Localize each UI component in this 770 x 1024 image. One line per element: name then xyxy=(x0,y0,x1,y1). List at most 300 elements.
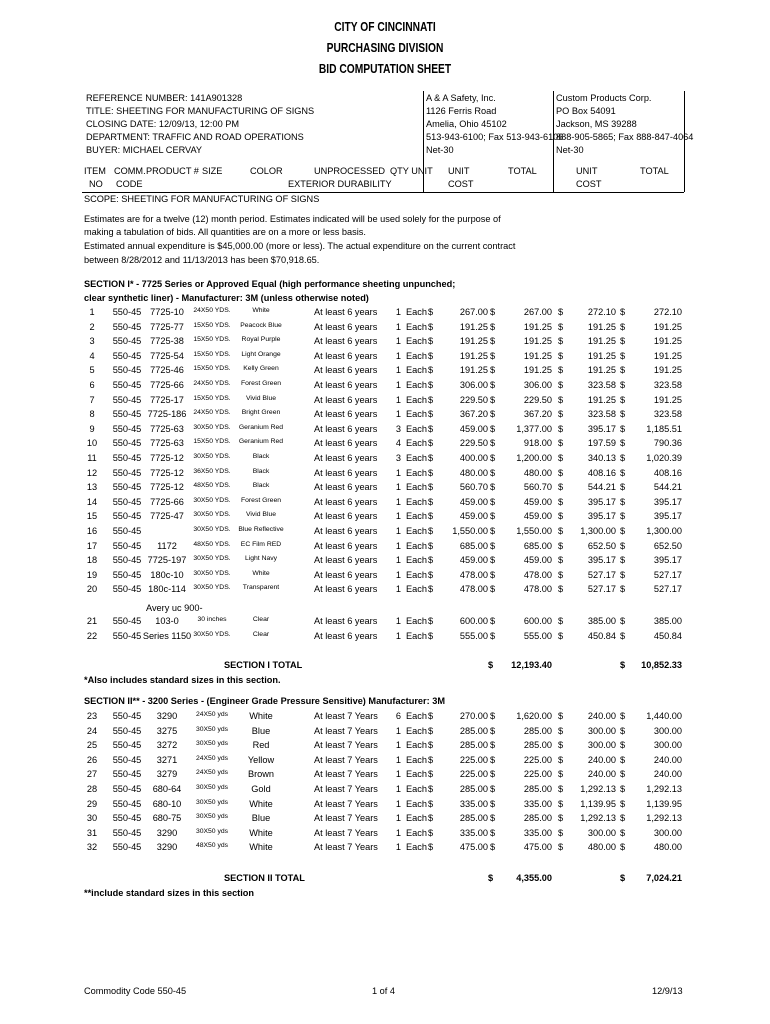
durability: At least 6 years xyxy=(314,569,378,580)
quantity: 4 xyxy=(395,438,401,449)
dollar-sign: $ xyxy=(428,350,434,361)
dollar-sign: $ xyxy=(428,616,434,626)
vendor1-unit-cost: 475.00 xyxy=(459,842,488,853)
dollar-sign: $ xyxy=(558,453,564,463)
item-number: 22 xyxy=(86,631,98,641)
buyer: BUYER: MICHAEL CERVAY xyxy=(86,145,203,155)
col-unit1: UNIT xyxy=(448,166,470,176)
unit: Each xyxy=(406,453,427,463)
table-row xyxy=(0,631,770,645)
table-row xyxy=(0,395,770,409)
table-row xyxy=(0,526,770,540)
size: 30X50 yds xyxy=(195,740,229,748)
commodity-code: 550-45 xyxy=(112,307,142,317)
item-number: 24 xyxy=(86,725,98,736)
vendor2-unit-cost: 323.58 xyxy=(587,409,616,420)
commodity-code: 550-45 xyxy=(112,336,142,347)
vendor1-total: 267.00 xyxy=(523,307,552,317)
item-number: 11 xyxy=(87,453,97,463)
vendor2-unit-cost: 652.50 xyxy=(587,540,616,551)
vendor1-unit-cost: 459.00 xyxy=(459,496,488,507)
item-number: 23 xyxy=(86,711,98,721)
vendor1-total: 285.00 xyxy=(523,784,552,794)
color: Vivid Blue xyxy=(245,511,277,519)
durability: At least 6 years xyxy=(314,631,378,641)
color: Black xyxy=(252,453,270,460)
table-row xyxy=(0,726,770,740)
commodity-code: 550-45 xyxy=(112,813,142,824)
quantity: 1 xyxy=(395,482,401,493)
table-row xyxy=(0,799,770,813)
durability: At least 7 Years xyxy=(314,711,378,721)
vendor1-unit-cost: 459.00 xyxy=(459,423,488,434)
col-total1: TOTAL xyxy=(508,166,537,176)
table-row xyxy=(0,842,770,856)
commodity-code: 550-45 xyxy=(112,380,142,390)
vendor2-total: 652.50 xyxy=(653,540,682,551)
dollar-sign: $ xyxy=(558,827,564,838)
dollar-sign: $ xyxy=(490,321,496,332)
size: 15X50 YDS. xyxy=(193,394,231,402)
vendor2-unit-cost: 300.00 xyxy=(587,827,616,838)
dollar-sign: $ xyxy=(558,711,564,721)
commodity-code: 550-45 xyxy=(112,438,142,449)
col-item: ITEM xyxy=(84,166,106,176)
dollar-sign: $ xyxy=(620,616,626,626)
color: White xyxy=(249,827,273,838)
vendor2-total: 395.17 xyxy=(653,511,682,522)
dollar-sign: $ xyxy=(428,409,434,420)
dollar-sign: $ xyxy=(558,584,564,595)
durability: At least 7 Years xyxy=(314,740,378,751)
durability: At least 6 years xyxy=(314,526,378,536)
commodity-code: 550-45 xyxy=(112,350,142,361)
item-number: 32 xyxy=(86,842,98,853)
product-number: 180c-114 xyxy=(148,584,186,595)
size: 24X50 YDS. xyxy=(193,307,231,314)
size: 15X50 YDS. xyxy=(193,438,231,446)
table-row xyxy=(0,336,770,350)
dollar-sign: $ xyxy=(428,423,434,434)
commodity-code: 550-45 xyxy=(112,555,142,566)
section1-total2-dollar: $ xyxy=(620,660,626,670)
vendor2-unit-cost: 1,292.13 xyxy=(580,784,616,794)
vendor1-unit-cost: 459.00 xyxy=(459,511,488,522)
durability: At least 6 years xyxy=(314,438,378,449)
section1-heading-line1: SECTION I* - 7725 Series or Approved Equal (high performance sheeting unpunched; xyxy=(84,279,456,289)
vendor2-total: 395.17 xyxy=(653,496,682,507)
commodity-code: 550-45 xyxy=(112,631,142,641)
dollar-sign: $ xyxy=(558,616,564,626)
item-number: 29 xyxy=(86,798,98,809)
product-number: 7725-63 xyxy=(150,423,184,434)
item-number: 21 xyxy=(86,616,98,626)
size: 30X50 YDS. xyxy=(193,423,231,431)
section1-heading-line2: clear synthetic liner) - Manufacturer: 3M (unless otherwise noted) xyxy=(84,293,369,303)
product-number: 180c-10 xyxy=(150,569,184,580)
commodity-code: 550-45 xyxy=(112,584,142,595)
color: Black xyxy=(252,482,270,490)
unit: Each xyxy=(406,569,427,580)
product-number: 7725-12 xyxy=(150,467,184,478)
dollar-sign: $ xyxy=(490,350,496,361)
vendor2-city: Jackson, MS 39288 xyxy=(556,119,637,129)
item-number: 6 xyxy=(89,380,95,390)
vendor2-total: 1,300.00 xyxy=(646,526,682,536)
table-row xyxy=(0,365,770,379)
size: 48X50 YDS. xyxy=(193,482,231,490)
dollar-sign: $ xyxy=(428,321,434,332)
color: Blue xyxy=(251,725,271,736)
vendor2-address: PO Box 54091 xyxy=(556,106,616,116)
city-title: CITY OF CINCINNATI xyxy=(334,20,436,34)
dollar-sign: $ xyxy=(428,842,434,853)
vendor2-unit-cost: 527.17 xyxy=(587,569,616,580)
item-number: 25 xyxy=(86,740,98,751)
color: Light Orange xyxy=(241,350,281,358)
dollar-sign: $ xyxy=(620,438,626,449)
col-comm: COMM. xyxy=(114,166,146,176)
vendor1-unit-cost: 480.00 xyxy=(459,467,488,478)
vendor1-total: 918.00 xyxy=(523,438,552,449)
item-number: 1 xyxy=(89,307,95,317)
dollar-sign: $ xyxy=(428,725,434,736)
note-3: Estimated annual expenditure is $45,000.00 (more or less). The actual expenditure on the current contract xyxy=(84,241,516,251)
vendor2-total: 1,185.51 xyxy=(646,423,682,434)
item-number: 18 xyxy=(86,555,98,566)
quantity: 1 xyxy=(395,555,401,566)
dollar-sign: $ xyxy=(428,511,434,522)
durability: At least 6 years xyxy=(314,350,378,361)
unit: Each xyxy=(406,438,427,449)
dollar-sign: $ xyxy=(620,511,626,522)
vendor1-total: 1,620.00 xyxy=(516,711,552,721)
dollar-sign: $ xyxy=(558,740,564,751)
quantity: 1 xyxy=(395,365,401,376)
dollar-sign: $ xyxy=(558,394,564,405)
vendor1-unit-cost: 560.70 xyxy=(459,482,488,493)
unit: Each xyxy=(406,784,427,794)
dollar-sign: $ xyxy=(558,496,564,507)
vendor1-total: 478.00 xyxy=(523,584,552,595)
item-number: 28 xyxy=(86,784,98,794)
size: 30X50 YDS. xyxy=(193,631,231,638)
dollar-sign: $ xyxy=(558,526,564,536)
quantity: 1 xyxy=(395,784,401,794)
vendor1-total: 685.00 xyxy=(523,540,552,551)
product-number: 7725-12 xyxy=(150,482,184,493)
item-number: 14 xyxy=(86,496,98,507)
section2-total2-dollar: $ xyxy=(620,873,626,883)
color: Forest Green xyxy=(240,380,282,387)
unit: Each xyxy=(406,496,427,507)
vendor1-unit-cost: 225.00 xyxy=(459,754,488,765)
color: White xyxy=(249,798,273,809)
dollar-sign: $ xyxy=(428,584,434,595)
size: 30X50 yds xyxy=(195,798,229,806)
quantity: 1 xyxy=(395,813,401,824)
commodity-code: 550-45 xyxy=(112,842,142,853)
size: 30X50 YDS. xyxy=(193,496,231,504)
dollar-sign: $ xyxy=(620,496,626,507)
dollar-sign: $ xyxy=(490,769,496,780)
durability: At least 7 Years xyxy=(314,754,378,765)
vendor1-total: 459.00 xyxy=(523,496,552,507)
vendor2-total: 395.17 xyxy=(653,555,682,566)
section1-footnote: *Also includes standard sizes in this section. xyxy=(84,675,281,685)
durability: At least 6 years xyxy=(314,321,378,332)
vendor2-total: 191.25 xyxy=(653,350,682,361)
color: Yellow xyxy=(247,754,275,765)
dollar-sign: $ xyxy=(490,569,496,580)
vendor2-unit-cost: 385.00 xyxy=(587,616,616,626)
unit: Each xyxy=(406,555,427,566)
table-row xyxy=(0,453,770,467)
quantity: 1 xyxy=(395,631,401,641)
commodity-code: 550-45 xyxy=(112,321,142,332)
item-number: 17 xyxy=(86,540,98,551)
durability: At least 7 Years xyxy=(314,813,378,824)
product-number: 3271 xyxy=(156,754,178,765)
unit: Each xyxy=(406,540,427,551)
dollar-sign: $ xyxy=(428,453,434,463)
vendor1-unit-cost: 600.00 xyxy=(459,616,488,626)
commodity-code: 550-45 xyxy=(112,798,142,809)
vendor2-unit-cost: 395.17 xyxy=(587,555,616,566)
table-row xyxy=(0,468,770,482)
dollar-sign: $ xyxy=(490,467,496,478)
unit: Each xyxy=(406,813,427,824)
vendor2-total: 480.00 xyxy=(653,842,682,853)
col-total2: TOTAL xyxy=(640,166,669,176)
commodity-code: 550-45 xyxy=(112,769,142,780)
item-number: 31 xyxy=(86,827,98,838)
dollar-sign: $ xyxy=(428,467,434,478)
section1-total2: 10,852.33 xyxy=(641,660,682,670)
section2-footnote: **include standard sizes in this section xyxy=(84,888,255,898)
col-unprocessed: UNPROCESSED xyxy=(314,166,385,176)
durability: At least 6 years xyxy=(314,482,378,493)
unit: Each xyxy=(406,423,427,434)
item-number: 27 xyxy=(86,769,98,780)
dollar-sign: $ xyxy=(620,453,626,463)
col-product: PRODUCT # xyxy=(146,166,199,176)
unit: Each xyxy=(406,394,427,405)
vendor1-total: 191.25 xyxy=(523,321,552,332)
dollar-sign: $ xyxy=(490,784,496,794)
dollar-sign: $ xyxy=(620,740,626,751)
vendor2-total: 323.58 xyxy=(653,380,682,390)
vendor1-total: 1,377.00 xyxy=(516,423,552,434)
vendor2-total: 527.17 xyxy=(653,569,682,580)
durability: At least 6 years xyxy=(314,467,378,478)
durability: At least 6 years xyxy=(314,307,378,317)
commodity-code: 550-45 xyxy=(112,569,142,580)
size: 15X50 YDS. xyxy=(193,336,231,344)
vendor2-total: 323.58 xyxy=(653,409,682,420)
color: Black xyxy=(252,467,270,475)
vendor1-unit-cost: 267.00 xyxy=(459,307,488,317)
size: 30X50 YDS. xyxy=(193,569,231,577)
dollar-sign: $ xyxy=(490,511,496,522)
vendor2-total: 544.21 xyxy=(653,482,682,493)
item-number: 13 xyxy=(86,482,98,493)
item-number: 30 xyxy=(86,813,98,824)
vendor2-unit-cost: 240.00 xyxy=(587,769,616,780)
vendor2-unit-cost: 450.84 xyxy=(587,631,616,641)
durability: At least 6 years xyxy=(314,540,378,551)
quantity: 1 xyxy=(395,321,401,332)
vendor2-total: 450.84 xyxy=(653,631,682,641)
dollar-sign: $ xyxy=(620,813,626,824)
reference-number: REFERENCE NUMBER: 141A901328 xyxy=(86,93,243,103)
vendor1-unit-cost: 306.00 xyxy=(459,380,488,390)
vendor2-unit-cost: 191.25 xyxy=(587,394,616,405)
vendor1-total: 1,200.00 xyxy=(516,453,552,463)
col-durability: EXTERIOR DURABILITY xyxy=(288,179,392,189)
vendor1-total: 480.00 xyxy=(523,467,552,478)
product-number: 3279 xyxy=(156,769,178,780)
product-number: 103-0 xyxy=(155,616,179,626)
col-qty-unit: QTY UNIT xyxy=(390,166,433,176)
dollar-sign: $ xyxy=(490,631,496,641)
dollar-sign: $ xyxy=(620,423,626,434)
vendor1-total: 335.00 xyxy=(523,827,552,838)
size: 15X50 YDS. xyxy=(193,350,231,358)
dollar-sign: $ xyxy=(490,380,496,390)
dollar-sign: $ xyxy=(490,409,496,420)
vendor1-total: 306.00 xyxy=(523,380,552,390)
quantity: 1 xyxy=(395,740,401,751)
section2-total1-dollar: $ xyxy=(488,873,494,883)
dollar-sign: $ xyxy=(490,482,496,493)
product-number: 7725-186 xyxy=(147,409,187,420)
dollar-sign: $ xyxy=(428,813,434,824)
dollar-sign: $ xyxy=(620,754,626,765)
dollar-sign: $ xyxy=(620,555,626,566)
vendor2-total: 1,292.13 xyxy=(646,813,682,824)
commodity-code: 550-45 xyxy=(112,711,142,721)
vendor1-unit-cost: 270.00 xyxy=(459,711,488,721)
product-number: 3290 xyxy=(156,842,178,853)
dollar-sign: $ xyxy=(428,569,434,580)
dollar-sign: $ xyxy=(558,842,564,853)
size: 15X50 YDS. xyxy=(193,365,231,373)
dollar-sign: $ xyxy=(620,725,626,736)
vendor2-unit-cost: 300.00 xyxy=(587,725,616,736)
unit: Each xyxy=(406,725,427,736)
table-row xyxy=(0,438,770,452)
table-row xyxy=(0,424,770,438)
col-cost2: COST xyxy=(576,179,602,189)
color: Peacock Blue xyxy=(240,321,282,329)
vendor1-total: 475.00 xyxy=(523,842,552,853)
dollar-sign: $ xyxy=(558,482,564,493)
dollar-sign: $ xyxy=(490,725,496,736)
vendor2-total: 300.00 xyxy=(653,725,682,736)
durability: At least 6 years xyxy=(314,584,378,595)
vendor1-unit-cost: 191.25 xyxy=(459,321,488,332)
color: Vivid Blue xyxy=(245,394,277,402)
commodity-code: 550-45 xyxy=(112,365,142,376)
note-2: making a tabulation of bids. All quantities are on a more or less basis. xyxy=(84,227,366,237)
product-number: 680-64 xyxy=(152,784,182,794)
quantity: 1 xyxy=(395,769,401,780)
color: Gold xyxy=(251,784,271,794)
dollar-sign: $ xyxy=(490,526,496,536)
dollar-sign: $ xyxy=(490,438,496,449)
quantity: 1 xyxy=(395,409,401,420)
footer-commodity-code: Commodity Code 550-45 xyxy=(84,986,187,996)
dollar-sign: $ xyxy=(620,769,626,780)
item-number: 8 xyxy=(89,409,95,420)
vendor2-unit-cost: 300.00 xyxy=(587,740,616,751)
color: EC Film RED xyxy=(240,540,282,548)
product-number: 3290 xyxy=(156,711,178,721)
vendor2-terms: Net-30 xyxy=(556,145,584,155)
section2-total1: 4,355.00 xyxy=(516,873,552,883)
dollar-sign: $ xyxy=(558,631,564,641)
unit: Each xyxy=(406,321,427,332)
quantity: 1 xyxy=(395,307,401,317)
vendor2-unit-cost: 191.25 xyxy=(587,350,616,361)
section1-total1-dollar: $ xyxy=(488,660,494,670)
vendor1-terms: Net-30 xyxy=(426,145,454,155)
vendor2-total: 385.00 xyxy=(653,616,682,626)
color: White xyxy=(249,711,273,721)
unit: Each xyxy=(406,740,427,751)
dollar-sign: $ xyxy=(428,336,434,347)
commodity-code: 550-45 xyxy=(112,740,142,751)
note-1: Estimates are for a twelve (12) month period. Estimates indicated will be used solely for the purpose of xyxy=(84,214,501,224)
quantity: 1 xyxy=(395,526,401,536)
vendor1-total: 191.25 xyxy=(523,350,552,361)
dollar-sign: $ xyxy=(490,423,496,434)
dollar-sign: $ xyxy=(428,631,434,641)
dollar-sign: $ xyxy=(558,769,564,780)
vendor1-unit-cost: 191.25 xyxy=(459,365,488,376)
quantity: 1 xyxy=(395,380,401,390)
durability: At least 7 Years xyxy=(314,827,378,838)
dollar-sign: $ xyxy=(490,740,496,751)
vendor1-city: Amelia, Ohio 45102 xyxy=(426,119,507,129)
item-number: 15 xyxy=(86,511,98,522)
dollar-sign: $ xyxy=(620,784,626,794)
unit: Each xyxy=(406,827,427,838)
unit: Each xyxy=(406,526,427,536)
vendor1-unit-cost: 367.20 xyxy=(459,409,488,420)
size: 30 inches xyxy=(197,616,227,623)
unit: Each xyxy=(406,798,427,809)
dollar-sign: $ xyxy=(428,307,434,317)
vendor1-total: 285.00 xyxy=(523,725,552,736)
vendor2-unit-cost: 395.17 xyxy=(587,496,616,507)
dollar-sign: $ xyxy=(620,584,626,595)
col-code: CODE xyxy=(116,179,143,189)
color: Blue Reflective xyxy=(238,526,284,533)
vendor2-total: 300.00 xyxy=(653,740,682,751)
dollar-sign: $ xyxy=(428,438,434,449)
table-row xyxy=(0,497,770,511)
product-number: 7725-47 xyxy=(150,511,184,522)
dollar-sign: $ xyxy=(428,711,434,721)
dollar-sign: $ xyxy=(620,336,626,347)
vendor1-total: 478.00 xyxy=(523,569,552,580)
item-number: 16 xyxy=(86,526,98,536)
durability: At least 7 Years xyxy=(314,798,378,809)
quantity: 1 xyxy=(395,496,401,507)
item-number: 10 xyxy=(86,438,98,449)
